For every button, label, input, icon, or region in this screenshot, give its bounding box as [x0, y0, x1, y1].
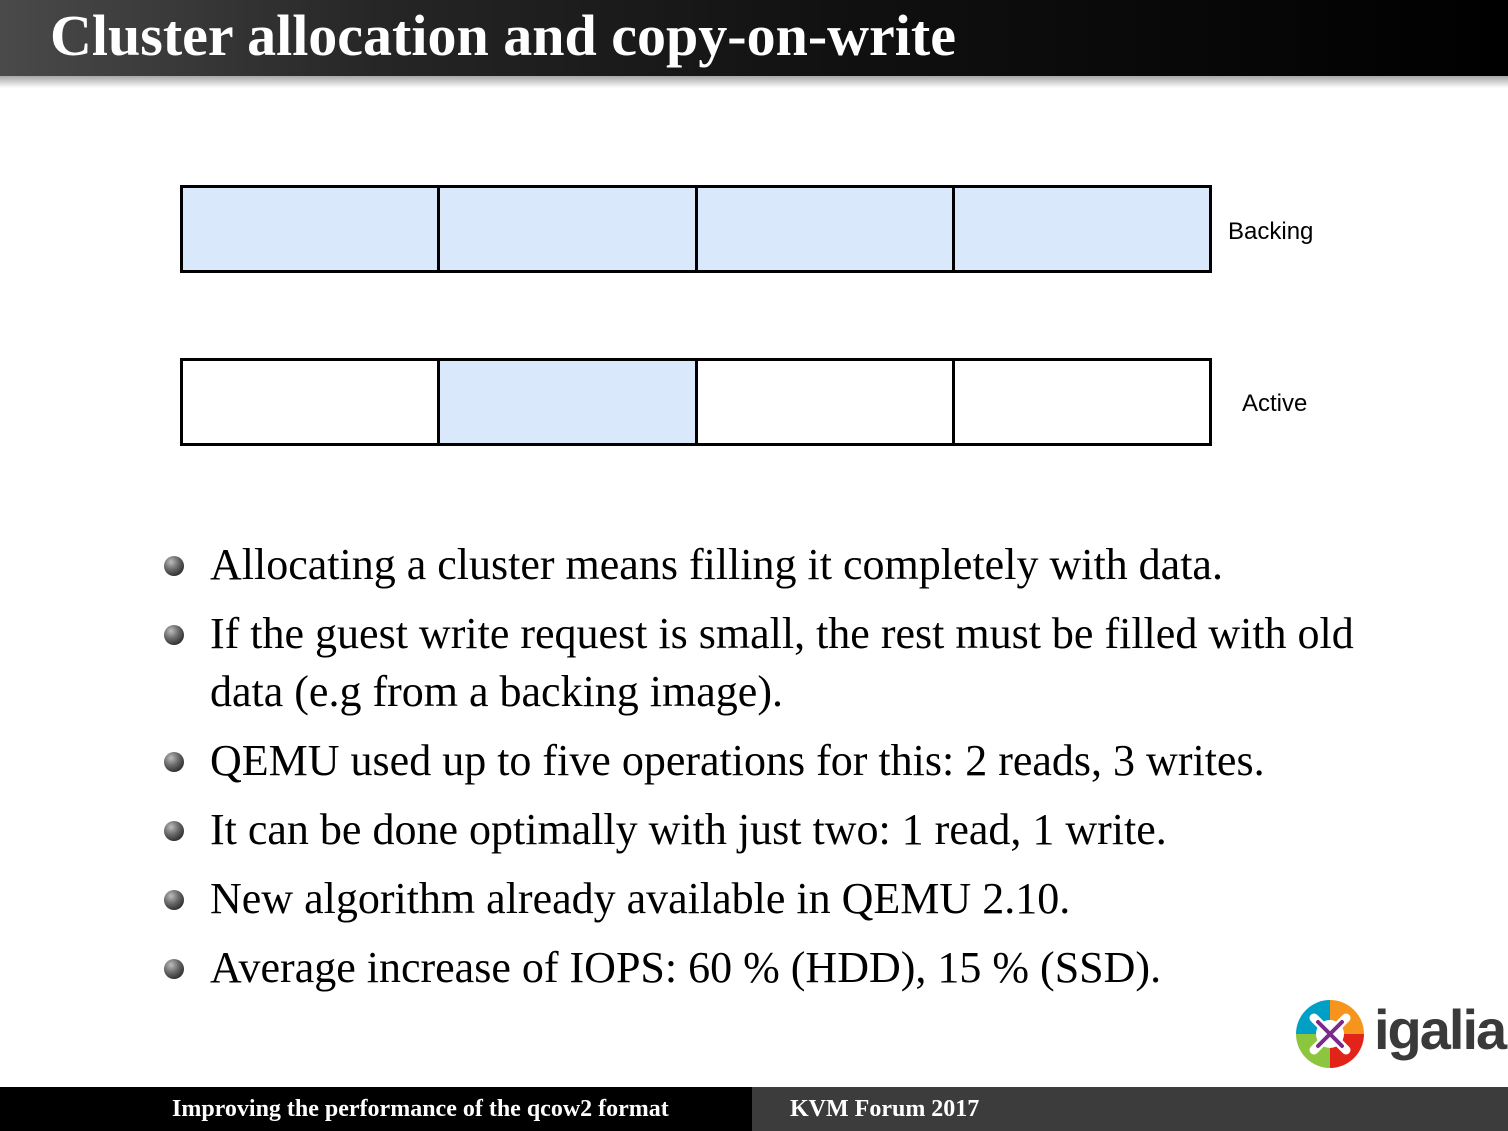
bullet-icon	[164, 959, 184, 979]
bullet-text: Average increase of IOPS: 60 % (HDD), 15 % (SSD).	[210, 943, 1162, 992]
footer-right	[752, 1087, 1508, 1131]
igalia-logo-text: igalia	[1374, 998, 1506, 1061]
bullet-item	[160, 939, 1480, 997]
bullet-icon	[164, 890, 184, 910]
footer-bar	[0, 1087, 1508, 1131]
backing-cluster-2	[437, 188, 694, 270]
footer-event-name: KVM Forum 2017	[790, 1096, 980, 1122]
igalia-logo	[1292, 996, 1506, 1072]
slide-title: Cluster allocation and copy-on-write	[50, 3, 956, 68]
backing-cluster-4	[952, 188, 1209, 270]
bullet-text: Allocating a cluster means filling it completely with data.	[210, 540, 1223, 589]
bullet-item	[160, 605, 1360, 721]
bullet-icon	[164, 821, 184, 841]
active-cluster-4	[952, 361, 1209, 443]
active-cluster-2	[437, 361, 694, 443]
backing-cluster-3	[695, 188, 952, 270]
bullet-text: It can be done optimally with just two: 1 read, 1 write.	[210, 805, 1167, 854]
bullet-item	[160, 732, 1480, 790]
igalia-logo-icon	[1292, 996, 1368, 1072]
bullet-icon	[164, 625, 184, 645]
backing-label: Backing	[1228, 218, 1314, 245]
footer-left	[0, 1087, 752, 1131]
backing-row	[180, 185, 1212, 273]
bullet-item	[160, 536, 1480, 594]
title-bar	[0, 0, 1508, 76]
footer-presentation-title: Improving the performance of the qcow2 format	[172, 1096, 669, 1122]
active-label: Active	[1242, 390, 1308, 417]
bullet-icon	[164, 752, 184, 772]
bullet-item	[160, 801, 1480, 859]
bullet-text: QEMU used up to five operations for this: 2 reads, 3 writes.	[210, 736, 1265, 785]
backing-cluster-1	[183, 188, 437, 270]
active-cluster-1	[183, 361, 437, 443]
bullet-icon	[164, 556, 184, 576]
bullet-list	[160, 536, 1480, 1008]
bullet-text: If the guest write request is small, the rest must be filled with old data (e.g from a backing image).	[210, 609, 1354, 716]
bullet-text: New algorithm already available in QEMU 2.10.	[210, 874, 1071, 923]
title-bar-shadow	[0, 76, 1508, 88]
active-cluster-3	[695, 361, 952, 443]
bullet-item	[160, 870, 1480, 928]
active-row	[180, 358, 1212, 446]
